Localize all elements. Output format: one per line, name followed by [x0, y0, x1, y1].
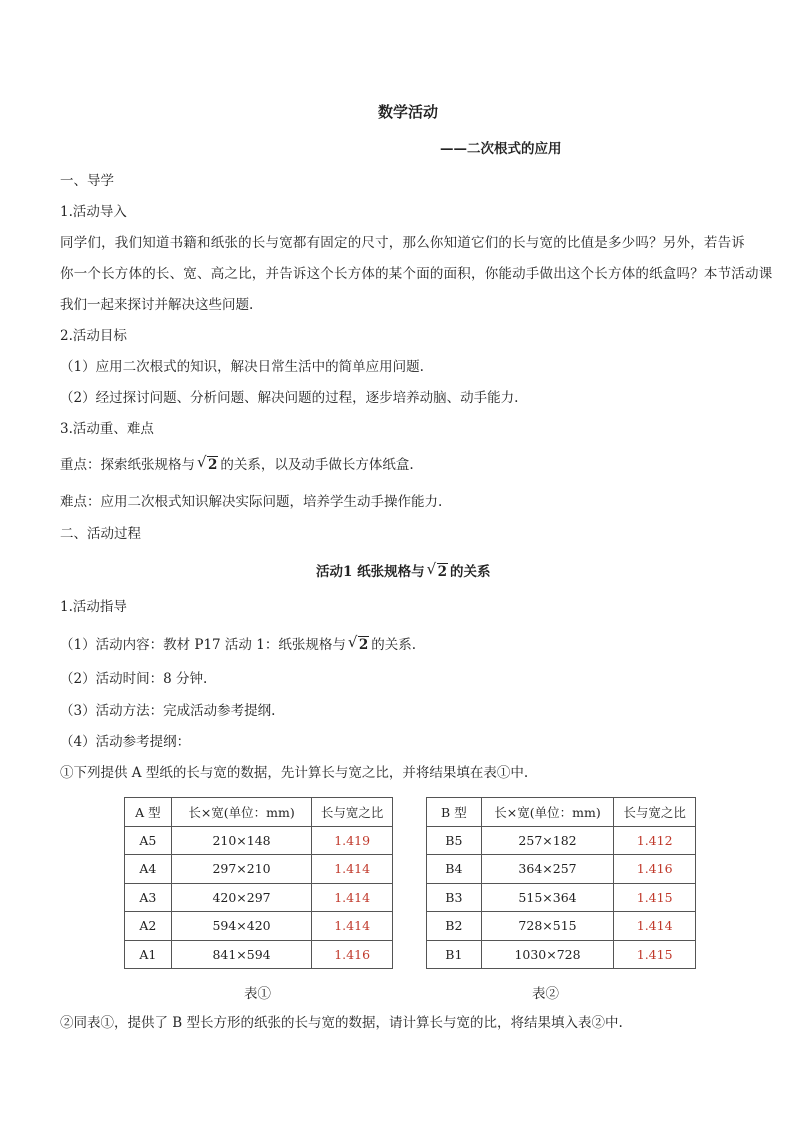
table-b-caption: 表②: [532, 986, 559, 1002]
table-b-paper-sizes: [426, 797, 696, 969]
table-cell: B1: [427, 940, 482, 969]
guidance-item-3: （3）活动方法：完成活动参考提纲.: [60, 703, 276, 719]
table-cell: 594×420: [171, 912, 311, 941]
doc-title: 数学活动: [378, 103, 439, 121]
table-cell: A5: [125, 826, 172, 855]
table-cell: B4: [427, 855, 482, 884]
question-1: ①下列提供 A 型纸的长与宽的数据，先计算长与宽之比，并将结果填在表①中.: [60, 765, 529, 781]
table-cell: A2: [125, 912, 172, 941]
table-row: [427, 912, 696, 941]
key-point-text-post: 的关系，以及动手做长方体纸盒.: [220, 457, 414, 473]
table-cell: 364×257: [481, 855, 614, 884]
radical-symbol: √: [347, 633, 358, 651]
table-row: [427, 826, 696, 855]
section-heading-1: 一、导学: [60, 173, 114, 189]
table-header-cell: 长与宽之比: [312, 798, 393, 827]
table-cell: B5: [427, 826, 482, 855]
guidance-item-2: （2）活动时间：8 分钟.: [60, 671, 208, 687]
intro-line-2: 你一个长方体的长、宽、高之比，并告诉这个长方体的某个面的面积，你能动手做出这个长方体的纸盒吗？本节活动课: [60, 266, 773, 282]
doc-subtitle: ——二次根式的应用: [440, 141, 562, 157]
table-header-cell: B 型: [427, 798, 482, 827]
sqrt-2-formula: [347, 633, 369, 654]
table-cell: 841×594: [171, 940, 311, 969]
table-cell: 515×364: [481, 883, 614, 912]
radicand: 2: [208, 457, 218, 473]
intro-line-3: 我们一起来探讨并解决这些问题.: [60, 297, 254, 313]
table-row: [125, 883, 393, 912]
table-cell: 728×515: [481, 912, 614, 941]
table-row: [427, 940, 696, 969]
ratio-cell: 1.414: [312, 855, 393, 884]
table-a-caption: 表①: [244, 986, 271, 1002]
guidance-item-4: （4）活动参考提纲：: [60, 734, 191, 750]
ratio-cell: 1.415: [614, 883, 696, 912]
question-2: ②同表①，提供了 B 型长方形的纸张的长与宽的数据，请计算长与宽的比，将结果填入表②中.: [60, 1015, 623, 1031]
activity-1-text-pre: 活动1 纸张规格与: [316, 564, 425, 580]
table-cell: B3: [427, 883, 482, 912]
guidance-item-1-pre: （1）活动内容：教材 P17 活动 1：纸张规格与: [60, 637, 346, 653]
ratio-cell: 1.414: [312, 912, 393, 941]
ratio-cell: 1.416: [614, 855, 696, 884]
table-cell: A1: [125, 940, 172, 969]
table-header-cell: 长与宽之比: [614, 798, 696, 827]
table-header-cell: 长×宽(单位：mm): [481, 798, 614, 827]
table-cell: A4: [125, 855, 172, 884]
radicand: 2: [358, 637, 369, 653]
goal-item-1: （1）应用二次根式的知识，解决日常生活中的简单应用问题.: [60, 359, 424, 375]
ratio-cell: 1.412: [614, 826, 696, 855]
table-cell: 1030×728: [481, 940, 614, 969]
subheading-activity-intro: 1.活动导入: [60, 204, 127, 220]
ratio-cell: 1.419: [312, 826, 393, 855]
guidance-item-1: [60, 633, 417, 654]
table-cell: B2: [427, 912, 482, 941]
guidance-item-1-post: 的关系.: [371, 637, 417, 653]
ratio-cell: 1.416: [312, 940, 393, 969]
ratio-cell: 1.414: [312, 883, 393, 912]
table-cell: 210×148: [171, 826, 311, 855]
table-header-row: [125, 798, 393, 827]
table-header-row: [427, 798, 696, 827]
table-header-cell: 长×宽(单位：mm): [171, 798, 311, 827]
radical-symbol: √: [197, 453, 207, 471]
radical-symbol: √: [426, 560, 437, 578]
table-cell: 257×182: [481, 826, 614, 855]
subheading-goals: 2.活动目标: [60, 328, 127, 344]
subheading-guidance: 1.活动指导: [60, 599, 127, 615]
radicand: 2: [437, 564, 447, 580]
table-cell: A3: [125, 883, 172, 912]
table-a-paper-sizes: [124, 797, 393, 969]
table-row: [125, 940, 393, 969]
table-header-cell: A 型: [125, 798, 172, 827]
table-row: [427, 855, 696, 884]
table-row: [125, 826, 393, 855]
activity-1-text-post: 的关系: [450, 564, 491, 580]
table-row: [125, 855, 393, 884]
subheading-key-points: 3.活动重、难点: [60, 421, 154, 437]
table-cell: 420×297: [171, 883, 311, 912]
table-cell: 297×210: [171, 855, 311, 884]
table-row: [125, 912, 393, 941]
difficult-point: 难点：应用二次根式知识解决实际问题，培养学生动手操作能力.: [60, 494, 443, 510]
key-point: [60, 453, 414, 474]
ratio-cell: 1.414: [614, 912, 696, 941]
goal-item-2: （2）经过探讨问题、分析问题、解决问题的过程，逐步培养动脑、动手能力.: [60, 390, 519, 406]
key-point-text-pre: 重点：探索纸张规格与: [60, 457, 195, 473]
activity-1-heading: [316, 560, 491, 581]
sqrt-2-formula: [426, 560, 448, 581]
table-row: [427, 883, 696, 912]
intro-line-1: 同学们，我们知道书籍和纸张的长与宽都有固定的尺寸，那么你知道它们的长与宽的比值是多少吗？另外，若告诉: [60, 235, 745, 251]
ratio-cell: 1.415: [614, 940, 696, 969]
section-heading-2: 二、活动过程: [60, 526, 141, 542]
sqrt-2-formula: [197, 453, 218, 474]
